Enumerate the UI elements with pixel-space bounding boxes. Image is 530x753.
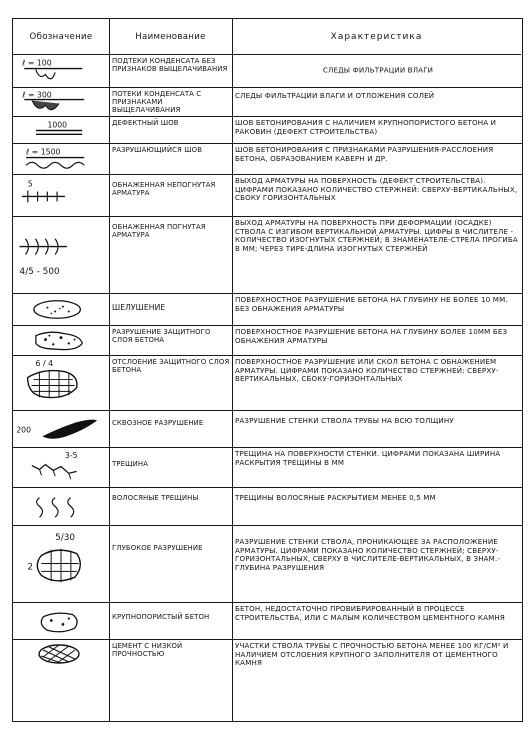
row-characteristic: БЕТОН, НЕДОСТАТОЧНО ПРОВИБРИРОВАННЫЙ В ПРОЦЕССЕ СТРОИТЕЛЬСТВА, ИЛИ С МАЛЫМ КОЛИЧЕСТВОМ ЦЕМЕНТНОГО КАМНЯ — [235, 604, 505, 622]
table-row — [13, 217, 522, 294]
header-name: Наименование — [109, 19, 232, 55]
spalling-symbol — [13, 356, 109, 410]
row-name: ЦЕМЕНТ С НИЗКОЙ ПРОЧНОСТЬЮ — [112, 642, 183, 659]
row-characteristic: УЧАСТКИ СТВОЛА ТРУБЫ С ПРОЧНОСТЬЮ БЕТОНА МЕНЕЕ 100 КГ/СМ² И НАЛИЧИЕМ ОТСЛОЕНИЯ КРУПНОГО ЗАПОЛНИТЕЛЯ ОТ ЦЕМЕНТНОГО КАМНЯ — [235, 641, 509, 668]
table-row — [13, 411, 522, 448]
svg-text:5: 5 — [27, 179, 33, 189]
table-row — [13, 294, 522, 326]
table-row — [13, 526, 522, 603]
table-row — [13, 603, 522, 640]
row-characteristic: СЛЕДЫ ФИЛЬТРАЦИИ ВЛАГИ — [322, 65, 434, 75]
svg-text:200: 200 — [16, 425, 32, 435]
defective-seam-symbol — [13, 117, 109, 143]
row-name: ТРЕЩИНА — [112, 460, 149, 468]
svg-text:ℓ = 300: ℓ = 300 — [22, 90, 52, 100]
table-row — [13, 55, 522, 88]
row-characteristic: ПОВЕРХНОСТНОЕ РАЗРУШЕНИЕ БЕТОНА НА ГЛУБИНУ НЕ БОЛЕЕ 10 ММ. БЕЗ ОБНАЖЕНИЯ АРМАТУРЫ — [235, 295, 508, 313]
header-designation: Обозначение — [13, 19, 109, 55]
svg-text:ℓ = 100: ℓ = 100 — [22, 58, 52, 68]
leaching-condensate-symbol — [13, 88, 109, 116]
table-row — [13, 640, 522, 723]
header-characteristic: Характеристика — [232, 19, 521, 55]
row-name: ШЕЛУШЕНИЕ — [112, 303, 166, 312]
row-characteristic: ПОВЕРХНОСТНОЕ РАЗРУШЕНИЕ БЕТОНА НА ГЛУБИНУ БОЛЕЕ 10ММ БЕЗ ОБНАЖЕНИЯ АРМАТУРЫ — [235, 327, 508, 345]
deep-failure-symbol — [13, 526, 109, 602]
row-name: ВОЛОСЯНЫЕ ТРЕЩИНЫ — [112, 494, 199, 502]
row-characteristic: ТРЕЩИНЫ ВОЛОСЯНЫЕ РАСКРЫТИЕМ МЕНЕЕ 0,5 ММ — [235, 493, 436, 502]
row-name: ОТСЛОЕНИЕ ЗАЩИТНОГО СЛОЯ БЕТОНА — [112, 358, 230, 375]
table-row — [13, 448, 522, 488]
svg-text:4/5 - 500: 4/5 - 500 — [19, 267, 60, 278]
table-row — [13, 117, 522, 144]
hairline-cracks-symbol — [13, 488, 109, 525]
table-row — [13, 175, 522, 217]
row-characteristic: РАЗРУШЕНИЕ СТЕНКИ СТВОЛА ТРУБЫ НА ВСЮ ТОЛЩИНУ — [235, 416, 454, 425]
porous-concrete-symbol — [13, 603, 109, 639]
row-characteristic: ПОВЕРХНОСТНОЕ РАЗРУШЕНИЕ ИЛИ СКОЛ БЕТОНА С ОБНАЖЕНИЕМ АРМАТУРЫ. ЦИФРАМИ ПОКАЗАНО КОЛИЧЕСТВО СТЕРЖНЕЙ: СВЕРХУ-ВЕРТИКАЛЬНЫХ, СБОКУ-ГОРИЗОНТАЛЬНЫХ — [235, 357, 499, 384]
row-name: ОБНАЖЕННАЯ ПОГНУТАЯ АРМАТУРА — [112, 223, 206, 240]
row-name: ОБНАЖЕННАЯ НЕПОГНУТАЯ АРМАТУРА — [112, 181, 216, 198]
row-characteristic: ТРЕЩИНА НА ПОВЕРХНОСТИ СТЕНКИ. ЦИФРАМИ ПОКАЗАНА ШИРИНА РАСКРЫТИЯ ТРЕЩИНЫ В ММ — [235, 449, 501, 467]
svg-text:ℓ = 1500: ℓ = 1500 — [26, 147, 61, 157]
table-row — [13, 488, 522, 526]
legend-table — [12, 18, 523, 722]
row-characteristic: ВЫХОД АРМАТУРЫ НА ПОВЕРХНОСТЬ (ДЕФЕКТ СТРОИТЕЛЬСТВА). ЦИФРАМИ ПОКАЗАНО КОЛИЧЕСТВО СТЕРЖНЕЙ: СВЕРХУ-ВЕРТИКАЛЬНЫХ, СБОКУ ГОРИЗОНТАЛЬНЫХ — [235, 176, 518, 203]
row-characteristic: РАЗРУШЕНИЕ СТЕНКИ СТВОЛА, ПРОНИКАЮЩЕЕ ЗА РАСПОЛОЖЕНИЕ АРМАТУРЫ. ЦИФРАМИ ПОКАЗАНО КОЛИЧЕСТВО СТЕРЖНЕЙ; СВЕРХУ-ГОРИЗОНТАЛЬНЫХ, СВЕРХУ В ЧИСЛИТЕЛЕ-ВЕРТИКАЛЬНЫХ, В ЗНАМ.- ГЛУБИНА РАЗРУШЕНИЯ — [235, 537, 501, 572]
low-strength-cement-symbol — [13, 640, 109, 723]
row-name: СКВОЗНОЕ РАЗРУШЕНИЕ — [112, 419, 204, 427]
table-row — [13, 144, 522, 175]
failing-seam-symbol — [13, 144, 109, 174]
row-name: РАЗРУШЕНИЕ ЗАЩИТНОГО СЛОЯ БЕТОНА — [112, 328, 211, 345]
exposed-rebar-symbol — [13, 175, 109, 216]
row-characteristic: СЛЕДЫ ФИЛЬТРАЦИИ ВЛАГИ И ОТЛОЖЕНИЯ СОЛЕЙ — [235, 91, 435, 100]
row-name: КРУПНОПОРИСТЫЙ БЕТОН — [112, 613, 210, 621]
row-name: ПОТЕКИ КОНДЕНСАТА С ПРИЗНАКАМИ ВЫЩЕЛАЧИВАНИЯ — [112, 90, 202, 115]
condensate-drip-symbol — [13, 55, 109, 87]
svg-text:3-5: 3-5 — [64, 450, 78, 460]
svg-text:1000: 1000 — [47, 120, 68, 130]
row-name: ГЛУБОКОЕ РАЗРУШЕНИЕ — [112, 544, 203, 552]
row-name: ПОДТЕКИ КОНДЕНСАТА БЕЗ ПРИЗНАКОВ ВЫЩЕЛАЧИВАНИЯ — [112, 57, 228, 74]
table-row — [13, 88, 522, 117]
table-row — [13, 356, 522, 411]
row-characteristic: ШОВ БЕТОНИРОВАНИЯ С НАЛИЧИЕМ КРУПНОПОРИСТОГО БЕТОНА И РАКОВИН (ДЕФЕКТ СТРОИТЕЛЬСТВА) — [235, 118, 497, 136]
svg-text:2: 2 — [27, 562, 34, 573]
crack-symbol — [13, 448, 109, 487]
bent-rebar-symbol — [13, 217, 109, 293]
svg-text:6 / 4: 6 / 4 — [35, 358, 54, 368]
row-characteristic: ВЫХОД АРМАТУРЫ НА ПОВЕРХНОСТЬ ПРИ ДЕФОРМАЦИИ (ОСАДКЕ) СТВОЛА С ИЗГИБОМ ВЕРТИКАЛЬНОЙ АРМАТУРЫ. ЦИФРЫ В ЧИСЛИТЕЛЕ - КОЛИЧЕСТВО ИЗОГНУТЫХ СТЕРЖНЕЙ; В ЗНАМЕНАТЕЛЕ-СТРЕЛА ПРОГИБА В ММ; ЧЕРЕЗ ТИРЕ-ДЛИНА ИЗОГНУТЫХ СТЕРЖНЕЙ — [235, 218, 518, 253]
peeling-symbol — [13, 294, 109, 325]
protective-layer-failure-symbol — [13, 326, 109, 355]
row-name: РАЗРУШАЮЩИЙСЯ ШОВ — [112, 146, 203, 154]
row-name: ДЕФЕКТНЫЙ ШОВ — [112, 119, 179, 127]
svg-text:5/30: 5/30 — [55, 532, 76, 543]
through-failure-symbol — [13, 411, 109, 447]
table-row — [13, 326, 522, 356]
row-characteristic: ШОВ БЕТОНИРОВАНИЯ С ПРИЗНАКАМИ РАЗРУШЕНИЯ-РАССЛОЕНИЯ БЕТОНА, ОБРАЗОВАНИЕМ КАВЕРН И ДР. — [235, 145, 494, 163]
